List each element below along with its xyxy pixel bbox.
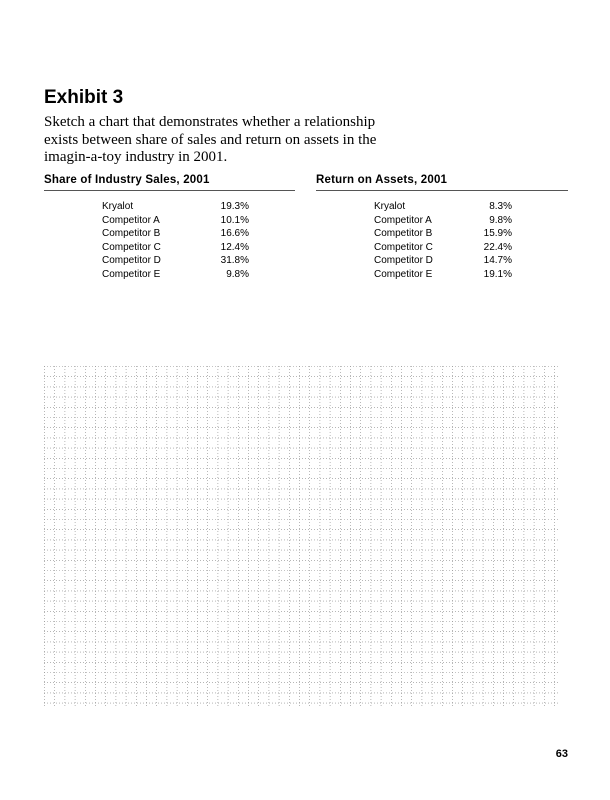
company-name: Competitor B (102, 228, 161, 239)
graph-paper-grid (44, 366, 558, 707)
table-row (316, 215, 568, 229)
table-row (316, 242, 568, 256)
table-row (316, 255, 568, 269)
company-name: Kryalot (102, 201, 134, 212)
roa-table-heading: Return on Assets, 2001 (316, 174, 568, 191)
share-value: 9.8% (226, 268, 249, 280)
table-row (44, 228, 295, 242)
exhibit-instructions: Sketch a chart that demonstrates whether a relationship exists between share of sales and return on assets in the imagin-a-toy industry in 2001. (44, 114, 377, 165)
roa-value: 19.1% (483, 268, 512, 280)
roa-value: 8.3% (489, 201, 512, 212)
company-name: Competitor E (374, 268, 433, 280)
table-row (316, 269, 568, 283)
table-row (44, 269, 295, 283)
roa-value: 9.8% (489, 214, 512, 226)
share-value: 12.4% (220, 241, 249, 253)
company-name: Competitor E (102, 268, 161, 280)
share-value: 16.6% (220, 228, 249, 239)
share-value: 31.8% (220, 255, 249, 266)
company-name: Kryalot (374, 201, 406, 212)
table-row (316, 228, 568, 242)
company-name: Competitor C (102, 241, 161, 253)
table-row (44, 242, 295, 256)
roa-value: 14.7% (483, 255, 512, 266)
grid-lines (44, 366, 558, 707)
exhibit-title: Exhibit 3 (44, 87, 124, 108)
roa-value: 22.4% (483, 241, 512, 253)
company-name: Competitor A (102, 214, 160, 226)
page-number: 63 (555, 748, 568, 760)
company-name: Competitor B (374, 228, 433, 239)
table-row (44, 215, 295, 229)
table-row (316, 201, 568, 215)
table-row (44, 255, 295, 269)
share-of-sales-table (44, 174, 295, 282)
company-name: Competitor D (102, 255, 161, 266)
roa-value: 15.9% (483, 228, 512, 239)
company-name: Competitor C (374, 241, 433, 253)
table-row (44, 201, 295, 215)
share-table-heading: Share of Industry Sales, 2001 (44, 174, 295, 191)
company-name: Competitor A (374, 214, 432, 226)
share-value: 19.3% (220, 201, 249, 212)
share-value: 10.1% (220, 214, 249, 226)
company-name: Competitor D (374, 255, 433, 266)
return-on-assets-table (316, 174, 568, 282)
